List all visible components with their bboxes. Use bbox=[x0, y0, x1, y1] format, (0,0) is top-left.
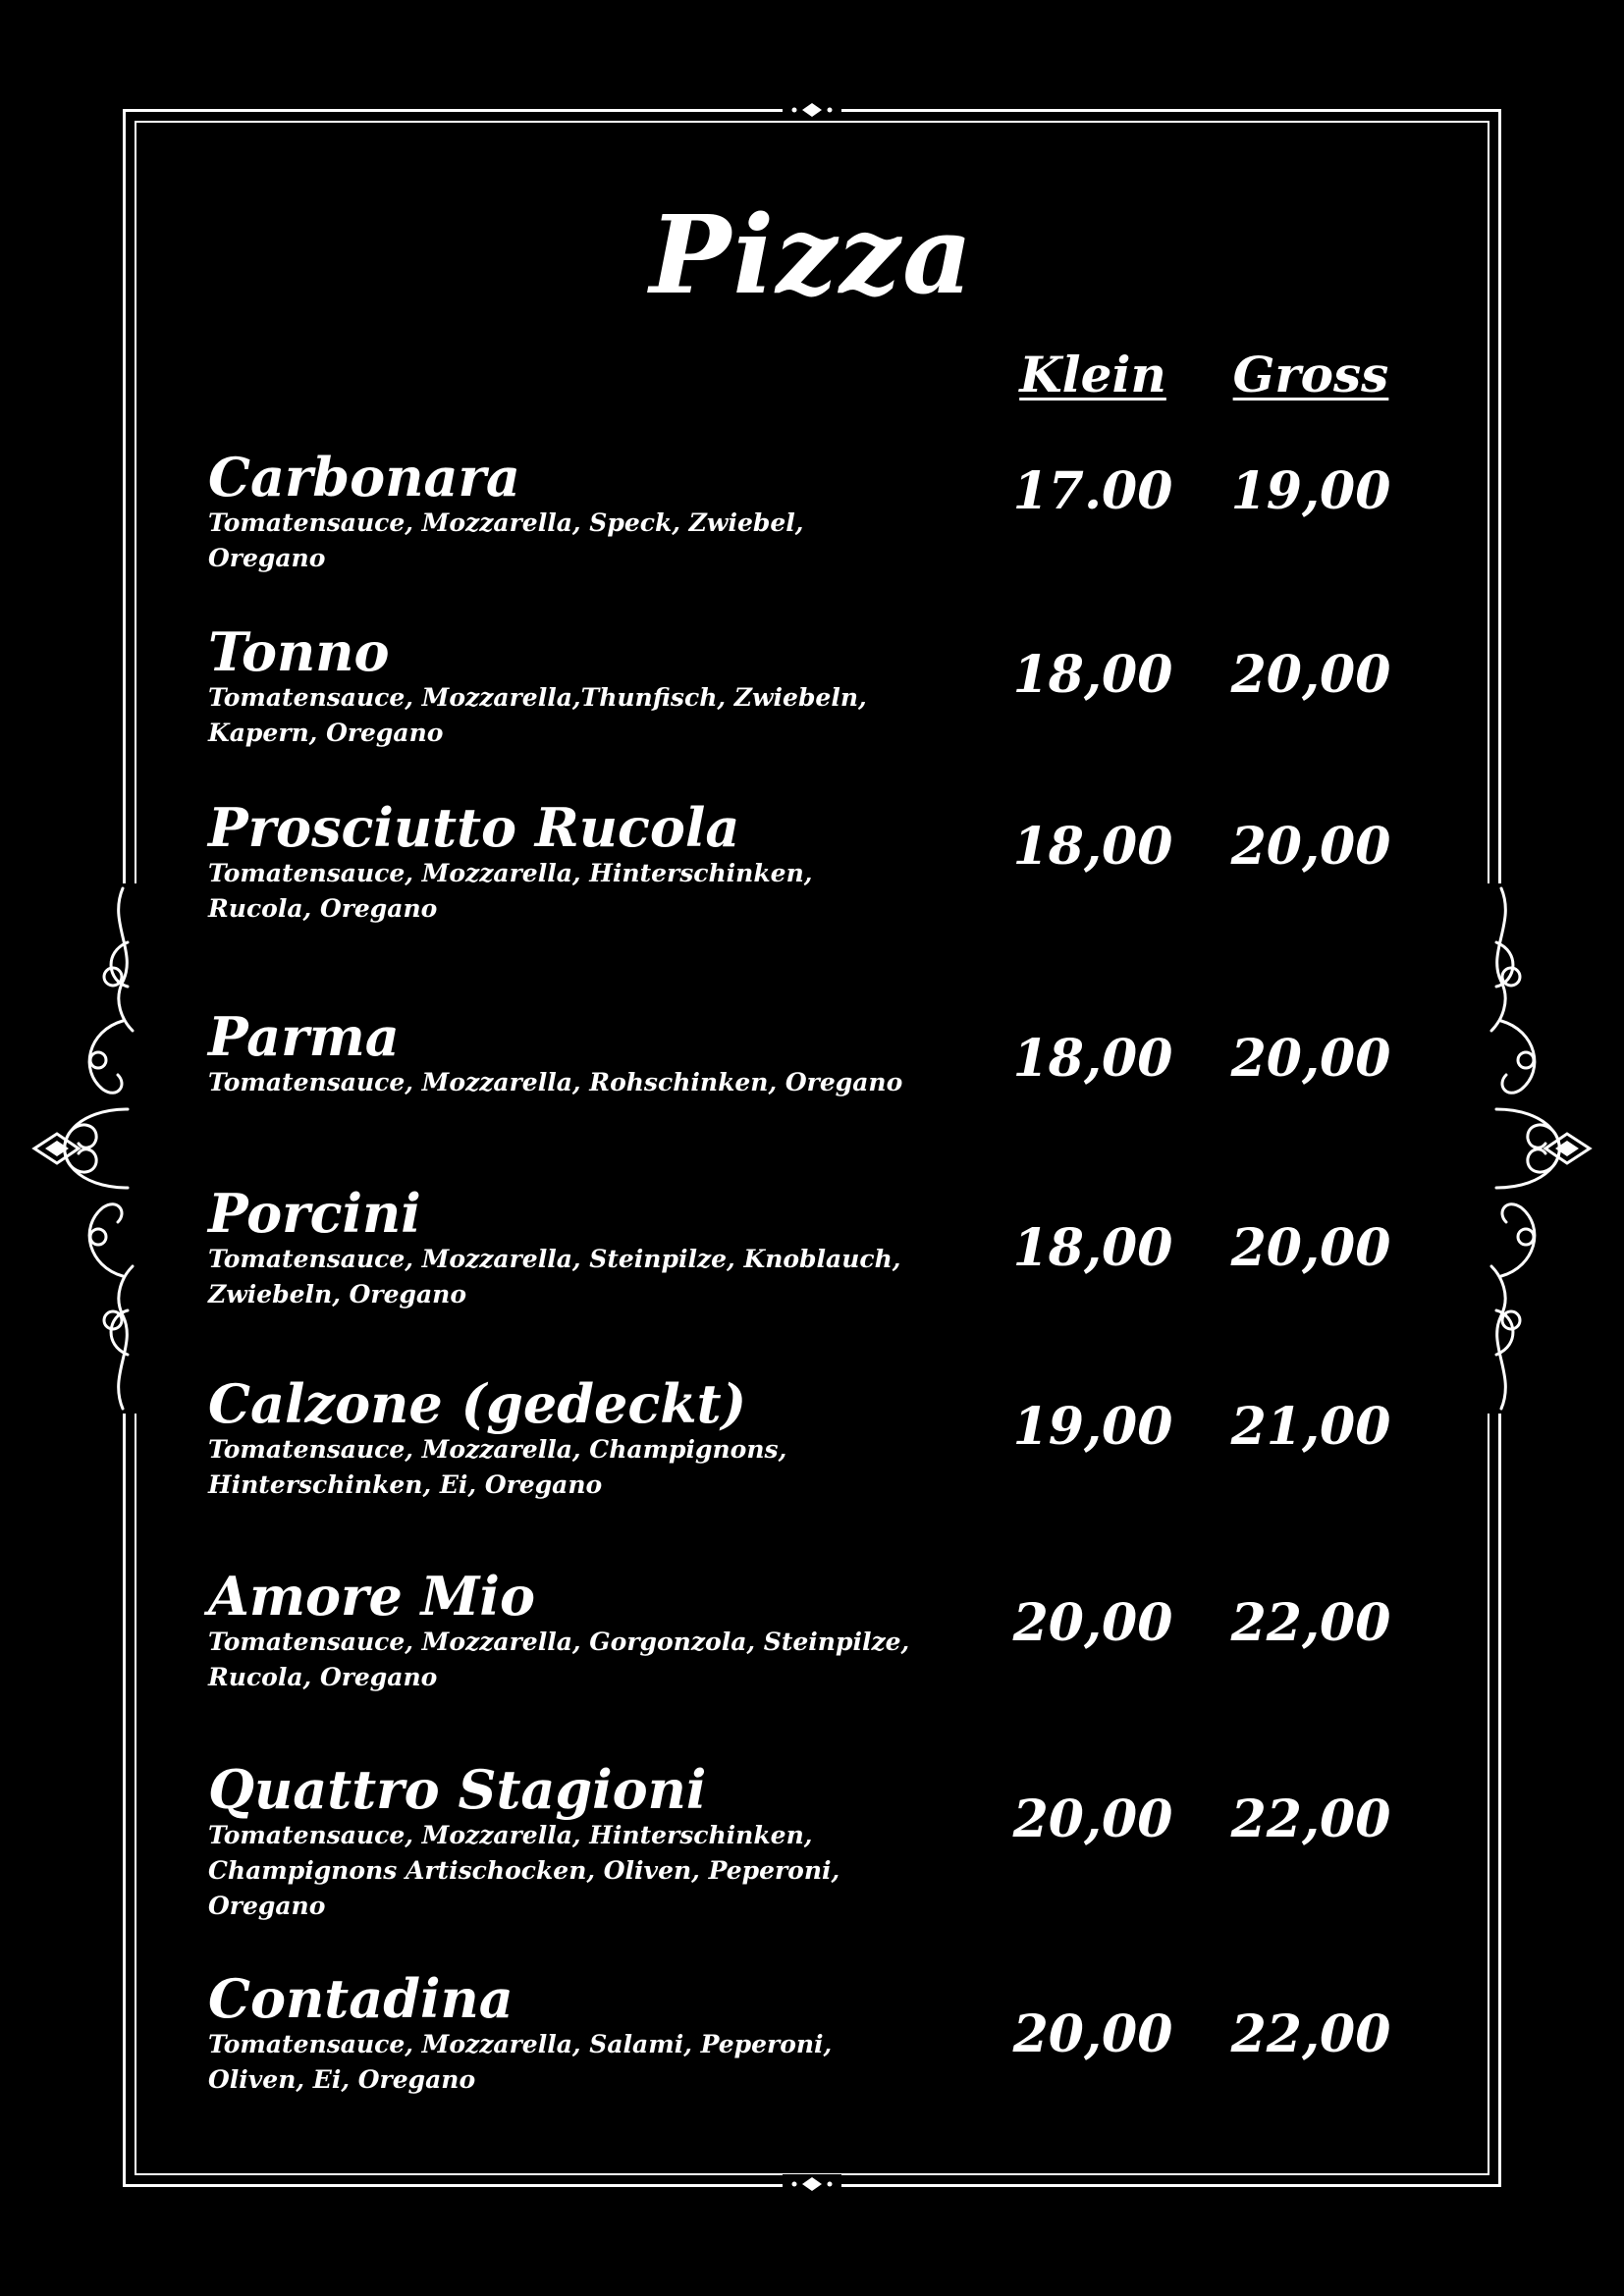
price-small: 18,00 bbox=[1012, 645, 1173, 705]
column-header-large: Gross bbox=[1232, 346, 1389, 403]
menu-title: Pizza bbox=[649, 191, 975, 318]
price-large: 22,00 bbox=[1230, 1789, 1391, 1849]
price-large: 20,00 bbox=[1230, 1218, 1391, 1278]
item-name: Contadina bbox=[208, 1967, 514, 2030]
price-small: 20,00 bbox=[1012, 2004, 1173, 2064]
item-name: Parma bbox=[208, 1005, 400, 1068]
price-small: 20,00 bbox=[1012, 1789, 1173, 1849]
price-small: 19,00 bbox=[1012, 1397, 1173, 1457]
diamond-ornament-icon bbox=[783, 2174, 841, 2194]
price-small: 17.00 bbox=[1012, 461, 1173, 521]
item-description: Tomatensauce, Mozzarella, Salami, Peperoni, Oliven, Ei, Oregano bbox=[208, 2029, 833, 2094]
price-large: 20,00 bbox=[1230, 817, 1391, 877]
price-small: 20,00 bbox=[1012, 1593, 1173, 1653]
diamond-ornament-icon bbox=[783, 100, 841, 120]
price-small: 18,00 bbox=[1012, 1218, 1173, 1278]
price-large: 20,00 bbox=[1230, 645, 1391, 705]
scroll-ornament-icon bbox=[29, 883, 139, 1414]
price-large: 22,00 bbox=[1230, 2004, 1391, 2064]
item-name: Tonno bbox=[208, 620, 390, 683]
item-description: Tomatensauce, Mozzarella,Thunfisch, Zwiebeln, Kapern, Oregano bbox=[208, 682, 867, 747]
item-description: Tomatensauce, Mozzarella, Hinterschinken, Rucola, Oregano bbox=[208, 858, 813, 923]
price-large: 19,00 bbox=[1230, 461, 1391, 521]
price-small: 18,00 bbox=[1012, 1029, 1173, 1089]
item-description: Tomatensauce, Mozzarella, Steinpilze, Knoblauch, Zwiebeln, Oregano bbox=[208, 1244, 901, 1308]
item-name: Carbonara bbox=[208, 446, 520, 508]
item-name: Porcini bbox=[208, 1182, 421, 1245]
price-large: 21,00 bbox=[1230, 1397, 1391, 1457]
item-description: Tomatensauce, Mozzarella, Gorgonzola, Steinpilze, Rucola, Oregano bbox=[208, 1627, 910, 1691]
item-description: Tomatensauce, Mozzarella, Speck, Zwiebel, Oregano bbox=[208, 507, 804, 572]
item-name: Amore Mio bbox=[208, 1565, 535, 1628]
item-description: Tomatensauce, Mozzarella, Champignons, Hinterschinken, Ei, Oregano bbox=[208, 1434, 787, 1499]
price-large: 22,00 bbox=[1230, 1593, 1391, 1653]
price-small: 18,00 bbox=[1012, 817, 1173, 877]
item-name: Quattro Stagioni bbox=[208, 1758, 707, 1821]
scroll-ornament-icon bbox=[1485, 883, 1595, 1414]
item-name: Prosciutto Rucola bbox=[208, 796, 740, 859]
item-description: Tomatensauce, Mozzarella, Rohschinken, Oregano bbox=[208, 1067, 903, 1096]
price-large: 20,00 bbox=[1230, 1029, 1391, 1089]
item-description: Tomatensauce, Mozzarella, Hinterschinken, Champignons Artischocken, Oliven, Peperoni, Oregano bbox=[208, 1820, 840, 1920]
item-name: Calzone (gedeckt) bbox=[208, 1372, 747, 1435]
column-header-small: Klein bbox=[1019, 346, 1166, 403]
